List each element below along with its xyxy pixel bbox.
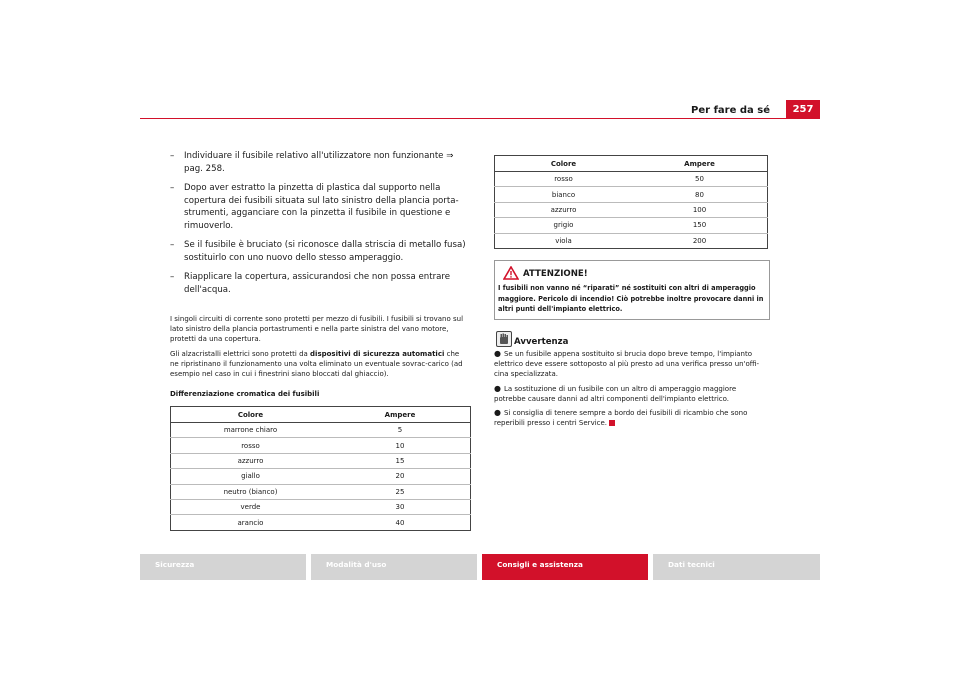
section-title: Per fare da sé <box>691 105 770 116</box>
table-row: verde 30 <box>171 499 471 514</box>
table-row: rosso 50 <box>495 172 768 187</box>
intro-text <box>170 314 470 383</box>
step-item: – Dopo aver estratto la pinzetta di plastica dal supporto nella copertura dei fusibili situata sul lato sinistro della plancia porta-strumenti, agganciare con la pinzetta il fusibile in questione e rimuoverlo. <box>170 183 459 231</box>
column-header: Colore <box>171 407 331 423</box>
fuse-table-right <box>494 155 768 249</box>
bullet-icon: ● <box>494 383 501 393</box>
footer-tab-dati-tecnici[interactable]: Dati tecnici <box>653 554 820 580</box>
step-text: Se il fusibile è bruciato (si riconosce dalla striscia di metallo fusa) sostituirlo con uno nuovo dello stesso amperaggio. <box>184 240 466 263</box>
table-row: neutro (bianco) 25 <box>171 484 471 499</box>
column-header: Colore <box>495 156 633 172</box>
table-row: grigio 150 <box>495 218 768 233</box>
step-item: – Individuare il fusibile relativo all'utilizzatore non funzionante ⇒ pag. 258. <box>170 151 454 174</box>
warning-triangle-icon <box>503 266 519 280</box>
fuse-color-heading: Differenziazione cromatica dei fusibili <box>170 390 320 398</box>
table-row: arancio 40 <box>237 518 405 527</box>
warning-title: ATTENZIONE! <box>523 269 588 279</box>
step-text: Dopo aver estratto la pinzetta di plastica dal supporto nella copertura dei fusibili situata sul lato sinistro della plancia porta-strumenti, agganciare con la pinzetta il fusibile in questione e rimuoverlo. <box>184 183 459 231</box>
warning-box <box>494 260 770 320</box>
instruction-steps <box>170 150 470 303</box>
table-row: viola 200 <box>555 236 707 245</box>
footer-tab-modalita-uso[interactable]: Modalità d'uso <box>311 554 477 580</box>
table-row: rosso 10 <box>171 438 471 453</box>
header-divider <box>140 118 820 119</box>
footer-tab-consigli-assistenza[interactable]: Consigli e assistenza <box>482 554 648 580</box>
footer-tab-sicurezza[interactable]: Sicurezza <box>140 554 306 580</box>
table-row: marrone chiaro 5 <box>171 423 471 438</box>
section-end-icon <box>609 420 615 426</box>
step-item: – Riapplicare la copertura, assicurandosi che non possa entrare dell'acqua. <box>170 272 450 295</box>
column-header: Ampere <box>330 407 471 423</box>
bullet-icon: ● <box>494 408 501 418</box>
page-number: 257 <box>786 100 820 119</box>
note-item: ● Se un fusibile appena sostituito si brucia dopo breve tempo, l'impianto elettrico deve essere sottoposto al più presto ad una verifica presso un'offi-cina specializzata. <box>494 349 760 379</box>
fuse-table-left <box>170 406 471 531</box>
table-row: bianco 80 <box>495 187 768 202</box>
bullet-icon: ● <box>494 349 501 358</box>
table-row: giallo 20 <box>171 469 471 484</box>
note-list <box>494 349 769 432</box>
warning-text: I fusibili non vanno né “riparati” né sostituiti con altri di amperaggio maggiore. Pericolo di incendio! Ciò potrebbe inoltre provocare danni in altri punti dell'impianto elettrico. <box>498 284 764 313</box>
note-item: ● Si consiglia di tenere sempre a bordo dei fusibili di ricambio che sono reperibili presso i centri Service. <box>494 408 748 428</box>
intro-paragraph: Gli alzacristalli elettrici sono protetti da dispositivi di sicurezza automatici che ne ripristinano il funzionamento una volta eliminato un eventuale sovrac-carico (ad esempio nel caso in cui i finestrini siano bloccati dal ghiaccio). <box>170 349 463 379</box>
table-row: azzurro 100 <box>495 202 768 217</box>
note-item: ● La sostituzione di un fusibile con un altro di amperaggio maggiore potrebbe causare danni ad altri componenti dell'impianto elettrico. <box>494 383 737 403</box>
step-text: Individuare il fusibile relativo all'utilizzatore non funzionante ⇒ pag. 258. <box>184 151 454 174</box>
intro-paragraph: I singoli circuiti di corrente sono protetti per mezzo di fusibili. I fusibili si trovano sul lato sinistro della plancia portastrumenti e nella parte sinistra del vano motore, protetti da una copertura. <box>170 315 464 344</box>
table-row: azzurro 15 <box>171 453 471 468</box>
step-item: – Se il fusibile è bruciato (si riconosce dalla striscia di metallo fusa) sostituirlo con uno nuovo dello stesso amperaggio. <box>170 240 466 263</box>
step-text: Riapplicare la copertura, assicurandosi che non possa entrare dell'acqua. <box>184 272 450 295</box>
note-hand-icon <box>496 331 512 347</box>
note-title: Avvertenza <box>514 337 569 347</box>
column-header: Ampere <box>632 156 768 172</box>
